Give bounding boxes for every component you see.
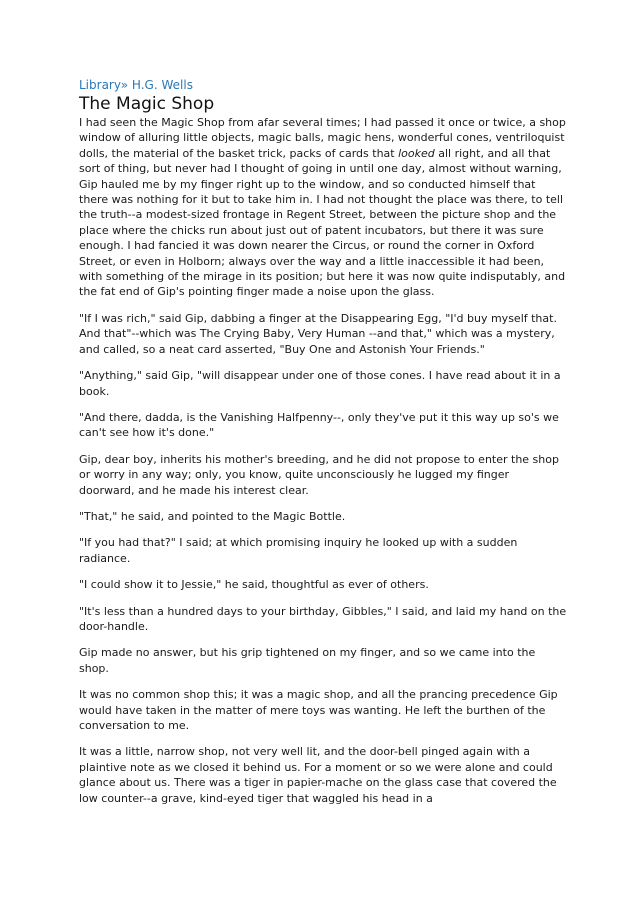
paragraph-1-rest: all right, and all that sort of thing, but never had I thought of going in until one day, almost without warning, Gip hauled me by my finger right up to the window, and so conducted himself that there was nothing for it but to take him in. I had not thought the place was there, to tell the truth--a modest-sized frontage in Regent Street, between the picture shop and the place where the chicks run about just out of patent incubators, but there it was sure enough. I had fancied it was down nearer the Circus, or round the corner in Oxford Street, or even in Holborn; always over the way and a little inaccessible it had been, with something of the mirage in its position; but here it was now quite indisputably, and the fat end of Gip's pointing finger made a noise upon the glass. [79,146,566,299]
paragraph-1-start: I had seen the Magic Shop from afar several times; I had passed it once or twice, a shop window of alluring little objects, magic balls, magic hens, wonderful cones, ventriloquist dolls, the material of the basket trick, packs of cards that [79,116,566,160]
paragraph-2: "If I was rich," said Gip, dabbing a finger at the Disappearing Egg, "I'd buy myself that. And that"--which was The Crying Baby, Very Human --and that," which was a mystery, and called, so a neat card asserted, "Buy One and Astonish Your Friends." [79,311,557,356]
paragraph-5: Gip, dear boy, inherits his mother's breeding, and he did not propose to enter the shop or worry in any way; only, you know, quite unconsciously he lugged my finger doorward, and he made his interest clear. [79,452,559,497]
paragraph-8: "I could show it to Jessie," he said, thoughtful as ever of others. [79,578,429,592]
page-title: The Magic Shop [79,94,215,114]
breadcrumb-separator: » [120,78,129,92]
breadcrumb [79,78,568,93]
paragraph-11: It was no common shop this; it was a magic shop, and all the prancing precedence Gip would have taken in the matter of mere toys was wanting. He left the burthen of the conversation to me. [79,688,558,732]
breadcrumb-author-link[interactable]: H.G. Wells [131,78,193,92]
paragraph-9: "It's less than a hundred days to your birthday, Gibbles," I said, and laid my hand on the door-handle. [79,604,567,633]
paragraph-3: "Anything," said Gip, "will disappear under one of those cones. I have read about it in a book. [79,369,561,398]
paragraph-7: "If you had that?" I said; at which promising inquiry he looked up with a sudden radiance. [79,536,518,565]
paragraph-10: Gip made no answer, but his grip tightened on my finger, and so we came into the shop. [79,646,536,675]
paragraph-1-emphasis: looked [398,146,435,160]
paragraph-4: "And there, dadda, is the Vanishing Halfpenny--, only they've put it this way up so's we can't see how it's done." [79,410,559,440]
paragraph-1 [79,115,568,300]
breadcrumb-library-link[interactable]: Library [79,78,121,92]
paragraph-6: "That," he said, and pointed to the Magic Bottle. [79,509,346,523]
paragraph-12: It was a little, narrow shop, not very well lit, and the door-bell pinged again with a plaintive note as we closed it behind us. For a moment or so we were alone and could glance about us. There was a tiger in papier-mache on the glass case that covered the low counter--a grave, kind-eyed tiger that waggled his head in a [79,745,557,805]
